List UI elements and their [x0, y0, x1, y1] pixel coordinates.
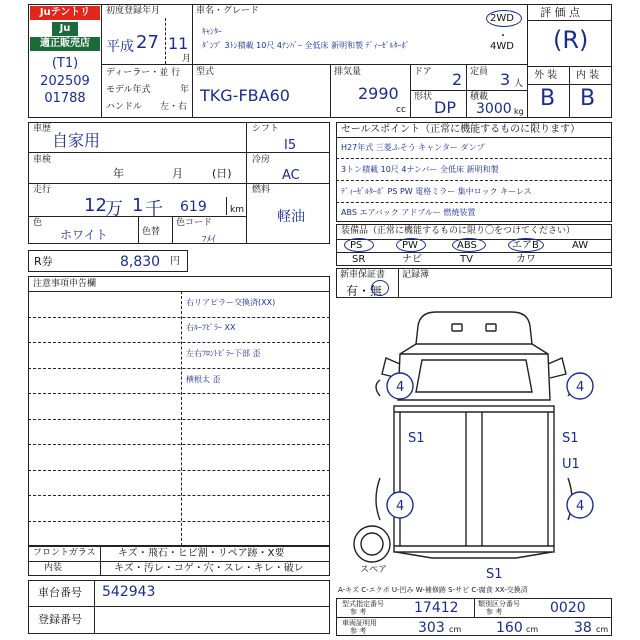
selling-line-2: 3トン積載 10尺 4ナンバー 全低床 新明和製 [341, 165, 499, 174]
color-swap-label: 色替 [142, 227, 161, 237]
spec-length-unit: cm [449, 625, 462, 634]
sub-logo-text: Ju [59, 23, 71, 34]
fuel-value: 軽油 [277, 209, 305, 225]
model-grade-2: ﾀﾞﾝﾌﾟ 3ﾄﾝ積載 10尺 4ﾅﾝﾊﾞｰ 全低床 新明和製 ﾃﾞｨｰｾﾞﾙﾀｰﾎﾞ [202, 41, 410, 50]
spec-len-sub: 参 考 [350, 627, 367, 635]
model-label: 車名・グレード [196, 6, 260, 16]
divider [192, 4, 193, 64]
divider [336, 180, 612, 181]
notes-row-line [28, 521, 330, 522]
divider [246, 152, 330, 153]
spec-class-label: 類別区分番号 [478, 600, 520, 608]
mileage-label: 走行 [33, 185, 52, 195]
divider [336, 617, 612, 618]
spec-class-value: 0020 [550, 600, 586, 616]
logo-caption-text: 適正販売店 [40, 38, 90, 49]
note-item-2: 右ﾙｰﾌﾋﾟﾗｰ XX [186, 323, 236, 332]
warranty-none-circle [371, 280, 389, 296]
divider [192, 64, 193, 118]
logo-caption [30, 37, 100, 51]
r-ticket-value: 8,830 [120, 254, 161, 270]
color-code-label: 色コード [176, 218, 213, 228]
mileage-v1: 12 [84, 195, 107, 216]
shift-label: シフト [252, 124, 280, 134]
divider [28, 606, 330, 607]
damage-legend: A-キズ C-エクボ U-凹み W-補修跡 S-サビ C-腐食 XX-交換済 [338, 586, 528, 594]
interior-value: キズ・汚レ・コゲ・穴・スレ・キレ・破レ [114, 563, 304, 574]
front-glass-value: キズ・飛石・ヒビ割・リペア跡・X要 [118, 548, 285, 559]
notes-row-line [28, 444, 330, 445]
interior-label: 内装 [44, 563, 63, 573]
inspection-month-unit: 月 [172, 167, 183, 180]
divider [28, 291, 330, 292]
divider [330, 64, 331, 118]
diagram-spare-label: スペア [360, 565, 388, 575]
header-section [28, 4, 612, 118]
ac-label: 冷房 [252, 155, 271, 165]
rating-value: (R) [553, 26, 589, 54]
spec-width-unit: cm [526, 625, 539, 634]
divider [101, 4, 102, 118]
spec-height: 38 [574, 620, 592, 636]
chassis-label: 車台番号 [38, 586, 82, 599]
divider [527, 20, 612, 21]
diagram-mark-2: 4 [576, 380, 585, 395]
spec-model-label: 型式指定番号 [342, 600, 384, 608]
diagram-mark-7: 4 [576, 499, 585, 514]
divider [100, 546, 101, 576]
equip-ps: PS [350, 240, 363, 251]
note-item-4: 横根太 歪 [186, 375, 221, 384]
color-code-value: ﾌﾒｲ [202, 235, 216, 245]
load-value: 3000 [476, 101, 512, 117]
divider [172, 216, 173, 244]
diagram-mark-6: 4 [396, 499, 405, 514]
mileage-v2: 1 [132, 195, 144, 216]
lot-number-1: 202509 [40, 74, 90, 89]
note-item-3: 左右ﾌﾛﾝﾄﾋﾟﾗｰ下部 歪 [186, 349, 261, 358]
equip-airbag: エアB [512, 240, 539, 251]
spec-len-label: 車両証明用 [342, 619, 377, 627]
model-grade-1: ｷｬﾝﾀｰ [202, 27, 222, 36]
divider [138, 216, 139, 244]
divider [398, 268, 399, 298]
warranty-value: 有・無 [346, 284, 383, 298]
reg-month-unit: 月 [182, 54, 192, 64]
divider [336, 202, 612, 203]
divider [101, 64, 527, 65]
lot-number-2: 01788 [44, 91, 86, 106]
int-value: B [580, 86, 596, 111]
load-unit: kg [514, 107, 524, 116]
r-ticket-label: R券 [34, 255, 53, 268]
rating-label: 評 価 点 [540, 6, 580, 19]
shape-label: 形状 [414, 92, 433, 102]
equip-leather: カワ [516, 254, 536, 265]
diagram-mark-3: S1 [408, 431, 425, 446]
chassis-value: 542943 [102, 584, 156, 600]
reg-year: 27 [136, 32, 159, 53]
diagram-mark-8: S1 [486, 567, 503, 582]
divider [28, 216, 246, 217]
divider [527, 84, 612, 85]
equip-navi: ナビ [402, 254, 422, 265]
divider [336, 158, 612, 159]
inspection-day-unit: (日) [212, 167, 232, 180]
drive-4wd: 4WD [490, 41, 514, 52]
sub-logo [52, 22, 78, 36]
diagram-mark-1: 4 [396, 380, 405, 395]
equip-abs: ABS [457, 240, 477, 251]
usage-value: 自家用 [52, 131, 101, 150]
spec-model-sub: 参 考 [350, 608, 367, 616]
diagram-mark-5: U1 [562, 457, 580, 472]
divider [410, 64, 411, 118]
notes-row-line [28, 470, 330, 471]
divider [246, 183, 330, 184]
record-label: 記録簿 [402, 270, 430, 280]
reg-label: 初度登録年月 [106, 6, 161, 16]
notes-row-line [28, 419, 330, 420]
divider [28, 152, 246, 153]
door-value: 2 [452, 70, 463, 89]
capacity-label: 定員 [470, 67, 489, 77]
selling-line-3: ﾃﾞｨｰｾﾞﾙﾀｰﾎﾞ PS PW 電格ミラー 集中ロック キーレス [341, 187, 532, 196]
ext-label: 外 装 [534, 70, 558, 81]
type-value: TKG-FBA60 [200, 86, 290, 105]
equipment-label: 装備品（正常に機能するものに限り〇をつけてください） [341, 226, 576, 236]
divider [474, 598, 475, 617]
mileage-u1: 万 [105, 199, 123, 220]
equip-sr: SR [352, 254, 366, 265]
notes-label: 注意事項申告欄 [33, 279, 97, 289]
notes-row-line [28, 393, 330, 394]
selling-label: セールスポイント（正常に機能するものに限ります） [341, 124, 581, 135]
front-glass-label: フロントガラス [33, 548, 96, 558]
dealer-line-1: ディーラー・並 行 [106, 68, 181, 78]
spec-class-sub: 参 考 [486, 608, 503, 616]
reg-era: 平成 [106, 39, 134, 55]
color-value: ホワイト [60, 228, 108, 242]
shift-value: I5 [284, 138, 297, 153]
spec-width: 160 [496, 620, 523, 636]
mileage-u2: 千 [145, 199, 163, 220]
selling-line-1: H27年式 三菱ふそう キャンター ダンプ [341, 143, 485, 152]
auction-code: (T1) [51, 56, 79, 71]
displacement-value: 2990 [358, 84, 399, 103]
divider [569, 66, 570, 118]
displacement-label: 排気量 [334, 67, 362, 77]
brand-logo-text: Juテントリ [39, 7, 91, 18]
divider [226, 197, 227, 215]
divider [165, 18, 166, 64]
door-label: ドア [414, 67, 432, 77]
spec-model-value: 17412 [414, 600, 459, 616]
load-label: 積載 [470, 92, 489, 102]
equip-pw: PW [402, 240, 418, 251]
notes-row-line [28, 368, 330, 369]
notes-row-line [28, 317, 330, 318]
divider [94, 580, 95, 634]
dealer-line-3: ハンドル [106, 102, 143, 112]
diagram-mark-4: S1 [562, 431, 579, 446]
notes-row-line [28, 342, 330, 343]
notes-row-line [28, 495, 330, 496]
divider [466, 64, 467, 118]
dealer-line-3-value: 左・右 [160, 102, 188, 112]
divider [28, 183, 246, 184]
shape-value: DP [434, 98, 456, 117]
dealer-line-2-unit: 年 [180, 85, 190, 95]
divider [527, 4, 528, 118]
capacity-unit: 人 [514, 79, 524, 89]
dealer-line-2: モデル年式 [106, 85, 151, 95]
mileage-v3: 619 [180, 199, 207, 215]
divider [336, 252, 612, 253]
equip-tv: TV [460, 254, 473, 265]
brand-logo [30, 6, 100, 20]
fuel-label: 燃料 [252, 185, 271, 195]
divider [336, 137, 612, 138]
selling-line-4: ABS エアバック アドブルー 燃焼装置 [341, 208, 476, 217]
equip-aw: AW [572, 240, 589, 251]
drive-2wd: 2WD [490, 13, 514, 24]
drive-dot: ・ [498, 31, 508, 42]
reg-month: 11 [168, 34, 189, 53]
type-label: 型式 [196, 67, 215, 77]
inspection-label: 車検 [33, 155, 52, 165]
vehicle-diagram [336, 300, 612, 584]
logo-block [30, 6, 100, 116]
warranty-label: 新車保証書 [340, 270, 386, 280]
color-label: 色 [33, 218, 43, 228]
ext-value: B [540, 86, 556, 111]
usage-label: 車歴 [33, 124, 52, 134]
spec-length: 303 [418, 620, 445, 636]
registration-label: 登録番号 [38, 613, 82, 626]
divider [410, 90, 527, 91]
ac-value: AC [282, 168, 300, 183]
inspection-year-unit: 年 [113, 167, 124, 180]
divider [28, 561, 330, 562]
displacement-unit: cc [396, 105, 406, 115]
mileage-unit: km [230, 205, 244, 215]
int-label: 内 装 [576, 70, 600, 81]
note-item-1: 右リアピラー交換済(XX) [186, 298, 276, 307]
r-ticket-unit: 円 [170, 256, 180, 267]
capacity-value: 3 [500, 70, 511, 89]
spec-height-unit: cm [596, 625, 609, 634]
